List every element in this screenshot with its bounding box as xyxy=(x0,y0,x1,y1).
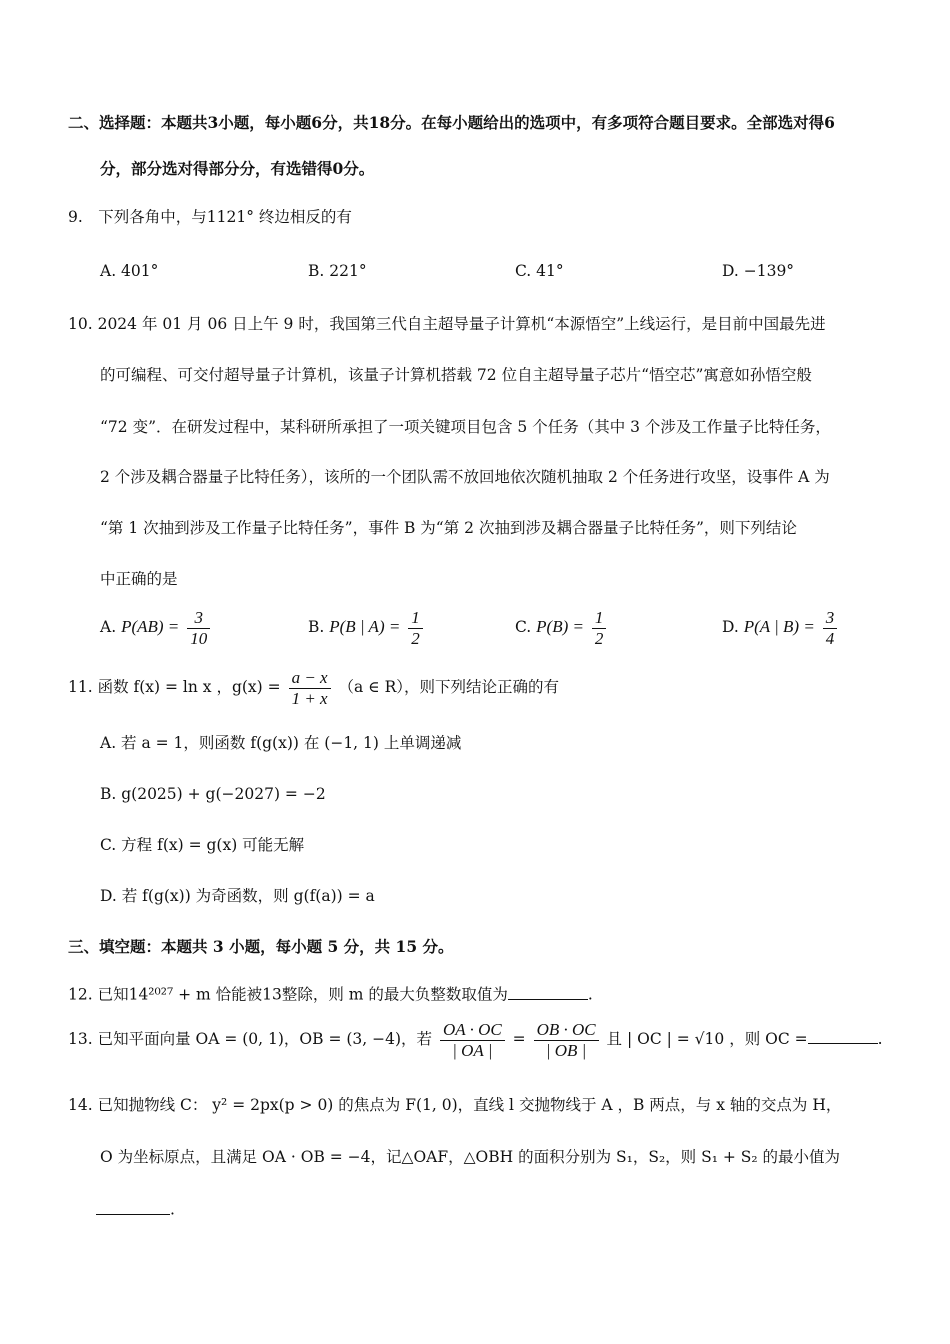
question-10-line-1: 10. 2024 年 01 月 06 日上午 9 时，我国第三代自主超导量子计算机“本源悟空”上线运行，是目前中国最先进 xyxy=(68,315,826,333)
option-lhs: P(B) = xyxy=(536,617,584,637)
option-lhs: P(A | B) = xyxy=(743,617,815,637)
question-13 xyxy=(68,1020,883,1060)
fraction-denominator: | OB | xyxy=(545,1040,587,1060)
stem-suffix: （a ∈ R），则下列结论正确的有 xyxy=(338,678,560,697)
fraction-numerator: OA · OC xyxy=(440,1020,505,1041)
answer-blank[interactable] xyxy=(808,1028,878,1045)
question-14-line-1: 14. 已知抛物线 C： y² = 2px(p > 0) 的焦点为 F(1, 0)，直线 l 交抛物线于 A ，B 两点，与 x 轴的交点为 H， xyxy=(68,1096,842,1114)
fraction-numerator: 3 xyxy=(187,608,210,629)
fraction-denominator: 2 xyxy=(411,628,420,648)
question-10-line-3: “72 变”．在研发过程中，某科研所承担了一项关键项目包含 5 个任务（其中 3 个涉及工作量子比特任务， xyxy=(100,418,831,436)
question-11-stem xyxy=(68,668,559,708)
question-14-answer xyxy=(96,1198,175,1219)
question-9-option-a: A. 401° xyxy=(100,262,159,280)
question-9-option-b: B. 221° xyxy=(308,262,367,280)
answer-blank[interactable] xyxy=(508,983,588,1000)
fraction-denominator: 1 + x xyxy=(291,688,328,708)
question-10-option-b xyxy=(308,608,426,648)
section-2-heading-line2: 分，部分选对得部分分，有选错得0分。 xyxy=(100,159,375,178)
question-10-line-5: “第 1 次抽到涉及工作量子比特任务”，事件 B 为“第 2 次抽到涉及耦合器量子比特任务”，则下列结论 xyxy=(100,519,797,537)
option-fraction xyxy=(592,608,607,648)
question-10-option-d xyxy=(722,608,840,648)
question-9-option-d: D. −139° xyxy=(722,262,795,280)
question-10-option-c xyxy=(515,608,609,648)
question-13-fraction-1 xyxy=(440,1020,505,1060)
option-label: A. xyxy=(100,618,117,637)
fraction-numerator: 1 xyxy=(408,608,423,629)
question-12-text: 12. 已知14²⁰²⁷ + m 恰能被13整除，则 m 的最大负整数取值为 xyxy=(68,985,508,1004)
option-fraction xyxy=(187,608,210,648)
option-fraction xyxy=(823,608,838,648)
question-13-suffix: 且 | OC | = √10 ，则 OC = xyxy=(606,1030,808,1049)
section-2-heading-line1: 二、选择题：本题共3小题，每小题6分，共18分。在每小题给出的选项中，有多项符合题目要求。全部选对得6 xyxy=(68,113,835,132)
fraction-numerator: 3 xyxy=(823,608,838,629)
option-lhs: P(B | A) = xyxy=(329,617,401,637)
question-11-option-c: C. 方程 f(x) = g(x) 可能无解 xyxy=(100,836,305,854)
question-13-fraction-2 xyxy=(534,1020,599,1060)
stem-fraction xyxy=(289,668,331,708)
fraction-numerator: a − x xyxy=(289,668,331,689)
question-9-stem: 9. 下列各角中，与1121° 终边相反的有 xyxy=(68,208,352,226)
question-12-end: . xyxy=(587,985,593,1004)
question-13-prefix: 13. 已知平面向量 OA = (0, 1)，OB = (3, −4)，若 xyxy=(68,1030,433,1049)
question-13-end: . xyxy=(877,1030,883,1049)
question-14-line-2: O 为坐标原点，且满足 OA · OB = −4，记△OAF，△OBH 的面积分别为 S₁，S₂，则 S₁ + S₂ 的最小值为 xyxy=(100,1148,841,1166)
fraction-denominator: 2 xyxy=(594,628,604,648)
option-fraction xyxy=(408,608,423,648)
option-label: D. xyxy=(722,618,739,637)
question-10-line-2: 的可编程、可交付超导量子计算机，该量子计算机搭载 72 位自主超导量子芯片“悟空芯”寓意如孙悟空般 xyxy=(100,366,812,384)
section-3-heading: 三、填空题：本题共 3 小题，每小题 5 分，共 15 分。 xyxy=(68,937,454,956)
option-label: B. xyxy=(308,618,325,637)
question-9-option-c: C. 41° xyxy=(515,262,564,280)
fraction-numerator: OB · OC xyxy=(534,1020,599,1041)
fraction-numerator: 1 xyxy=(592,608,607,629)
question-13-equals: = xyxy=(512,1030,526,1049)
question-10-line-6: 中正确的是 xyxy=(100,570,178,588)
question-11-option-d: D. 若 f(g(x)) 为奇函数，则 g(f(a)) = a xyxy=(100,887,375,905)
question-12 xyxy=(68,983,593,1004)
fraction-denominator: | OA | xyxy=(452,1040,493,1060)
fraction-denominator: 4 xyxy=(825,628,835,648)
stem-prefix: 11. 函数 f(x) = ln x ，g(x) = xyxy=(68,678,281,697)
answer-blank[interactable] xyxy=(96,1198,170,1215)
option-label: C. xyxy=(515,618,532,637)
question-11-option-b: B. g(2025) + g(−2027) = −2 xyxy=(100,785,326,803)
question-14-end: . xyxy=(170,1200,175,1219)
question-10-option-a xyxy=(100,608,213,648)
question-10-line-4: 2 个涉及耦合器量子比特任务），该所的一个团队需不放回地依次随机抽取 2 个任务进行攻坚，设事件 A 为 xyxy=(100,468,830,486)
option-lhs: P(AB) = xyxy=(121,617,180,637)
question-11-option-a: A. 若 a = 1，则函数 f(g(x)) 在 (−1, 1) 上单调递减 xyxy=(100,734,462,752)
fraction-denominator: 10 xyxy=(190,628,208,648)
